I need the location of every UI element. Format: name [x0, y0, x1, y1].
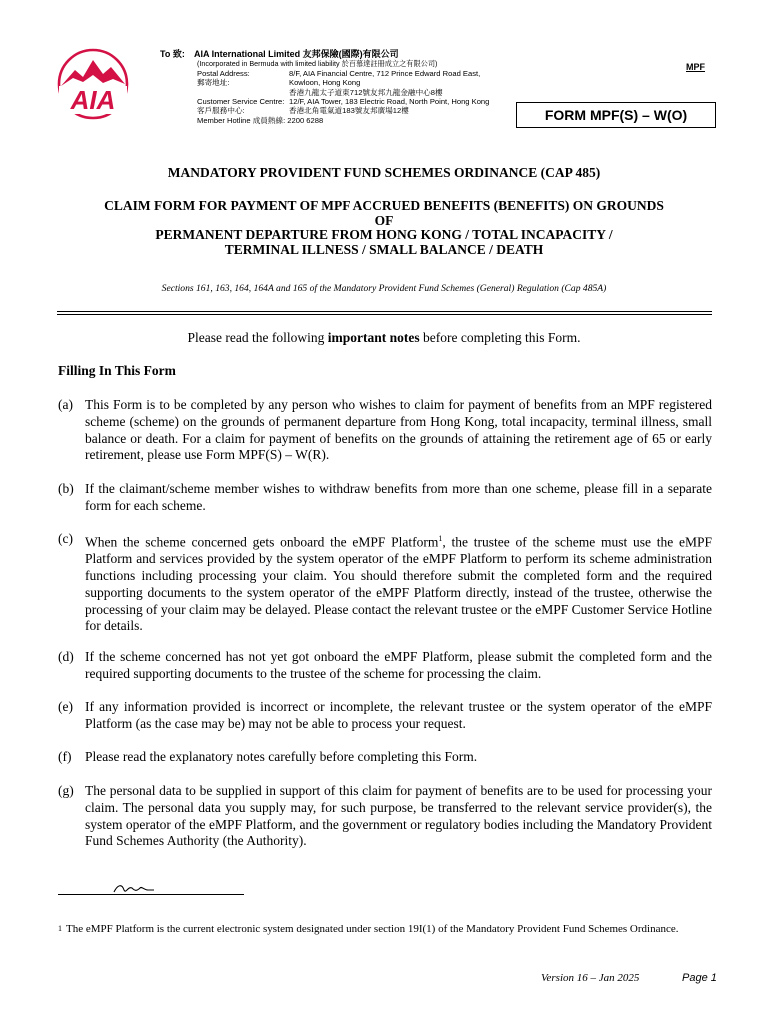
note-text: Please read the explanatory notes carefully before completing this Form.	[85, 749, 478, 764]
intro-text	[0, 330, 768, 346]
note-c-text-before: When the scheme concerned gets onboard the eMPF Platform	[85, 534, 439, 550]
member-hotline: Member Hotline 成員熱線: 2200 6288	[197, 115, 324, 125]
note-label: (a)	[58, 397, 73, 412]
note-text: If the claimant/scheme member wishes to withdraw benefits from more than one scheme, please fill in a separate form for each scheme.	[85, 481, 712, 513]
note-label: (f)	[58, 749, 72, 764]
note-label: (e)	[58, 699, 73, 714]
address-label: Postal Address:	[197, 68, 250, 78]
note-c	[58, 531, 712, 635]
note-text: If any information provided is incorrect or incomplete, the relevant trustee or the system operator of the eMPF Platform (as the case may be) may not be able to process your request.	[85, 699, 712, 731]
company-name: AIA International Limited 友邦保險(國際)有限公司	[194, 49, 399, 59]
note-label: (g)	[58, 783, 74, 798]
address-label-zh: 郵寄地址:	[197, 78, 230, 88]
address-value-zh: 香港九龍太子道東712號友邦九龍金融中心8樓	[289, 87, 443, 97]
note-b	[58, 481, 712, 515]
note-c-text-after: , the trustee of the scheme must use the eMPF Platform and services provided by the system operator of the eMPF Platform to perform its scheme administration functions including processing your claim. You should therefore submit the completed form and the required supporting documents to the system operator of the eMPF Platform directly, instead of the trustee, otherwise the processing of your claim may be delayed. Please contact the relevant trustee or the eMPF Customer Service Hotline for details.	[85, 534, 713, 634]
claim-title-line-4: TERMINAL ILLNESS / SMALL BALANCE / DEATH	[224, 241, 544, 257]
service-centre-value-zh: 香港北角電氣道183號友邦廣場12樓	[289, 106, 409, 116]
note-f	[58, 749, 712, 766]
regulation-sections: Sections 161, 163, 164, 164A and 165 of the Mandatory Provident Fund Schemes (General) Regulation (Cap 485A)	[161, 283, 607, 294]
aia-logo	[55, 46, 131, 122]
intro-before: Please read the following	[187, 330, 328, 345]
claim-title-line-1: CLAIM FORM FOR PAYMENT OF MPF ACCRUED BENEFITS (BENEFITS) ON GROUNDS	[104, 198, 664, 213]
incorporation-note: (Incorporated in Bermuda with limited liability 於百慕達註冊成立之有限公司)	[197, 59, 438, 69]
note-g	[58, 783, 712, 850]
claim-form-title	[0, 199, 768, 257]
service-centre-label: Customer Service Centre:	[197, 97, 285, 107]
service-centre-value: 12/F, AIA Tower, 183 Electric Road, North Point, Hong Kong	[289, 97, 490, 107]
service-centre-label-zh: 客戶服務中心:	[197, 106, 245, 116]
intro-important-notes: important notes	[327, 330, 420, 345]
claim-title-line-3: PERMANENT DEPARTURE FROM HONG KONG / TOTAL INCAPACITY /	[155, 227, 613, 242]
note-text: This Form is to be completed by any person who wishes to claim for payment of benefits from an MPF registered scheme (scheme) on the grounds of permanent departure from Hong Kong, total incapacity, terminal illness, small balance or death. For a claim for payment of benefits on the grounds of attaining the retirement age of 65 or early retirement, please use Form MPF(S) – W(R).	[85, 397, 712, 463]
form-code-box: FORM MPF(S) – W(O)	[516, 102, 716, 128]
divider	[57, 311, 712, 312]
divider	[57, 314, 712, 315]
to-label: To 致:	[160, 49, 185, 59]
note-text: If the scheme concerned has not yet got onboard the eMPF Platform, please submit the completed form and the required supporting documents to the trustee of the scheme for processing the claim.	[85, 649, 712, 681]
note-e	[58, 699, 712, 733]
intro-after: before completing this Form.	[419, 330, 581, 345]
note-label: (c)	[58, 531, 73, 546]
note-label: (d)	[58, 649, 74, 664]
addressee-block	[160, 50, 489, 125]
version-label: Version 16 – Jan 2025	[541, 972, 640, 984]
address-label-empty	[160, 88, 289, 97]
note-d	[58, 649, 712, 683]
note-label: (b)	[58, 481, 74, 496]
address-value: 8/F, AIA Financial Centre, 712 Prince Edward Road East,	[289, 68, 481, 78]
footnote-separator	[58, 894, 244, 895]
footnote-ref: 1	[438, 534, 443, 543]
section-heading: Filling In This Form	[58, 363, 176, 378]
claim-title-line-2: OF	[374, 212, 394, 228]
footnote-mark: 1	[58, 924, 62, 933]
note-text: The personal data to be supplied in support of this claim for payment of benefits are to be used for processing your claim. The personal data you supply may, for such purpose, be transferred to the relevant service provider(s), the system operator of the eMPF Platform, and the government or regulatory bodies including the Mandatory Provident Fund Schemes Authority (the Authority).	[85, 783, 712, 849]
ordinance-title: MANDATORY PROVIDENT FUND SCHEMES ORDINANCE (CAP 485)	[167, 165, 601, 180]
page-number: Page 1	[682, 972, 717, 984]
footnote	[58, 922, 698, 937]
note-a	[58, 397, 712, 464]
footnote-text: The eMPF Platform is the current electronic system designated under section 19I(1) of the Mandatory Provident Fund Schemes Ordinance.	[66, 923, 679, 935]
note-text	[85, 531, 712, 635]
address-value: Kowloon, Hong Kong	[289, 78, 361, 88]
mpf-tag: MPF	[686, 62, 705, 72]
logo-text: AIA	[70, 85, 116, 115]
